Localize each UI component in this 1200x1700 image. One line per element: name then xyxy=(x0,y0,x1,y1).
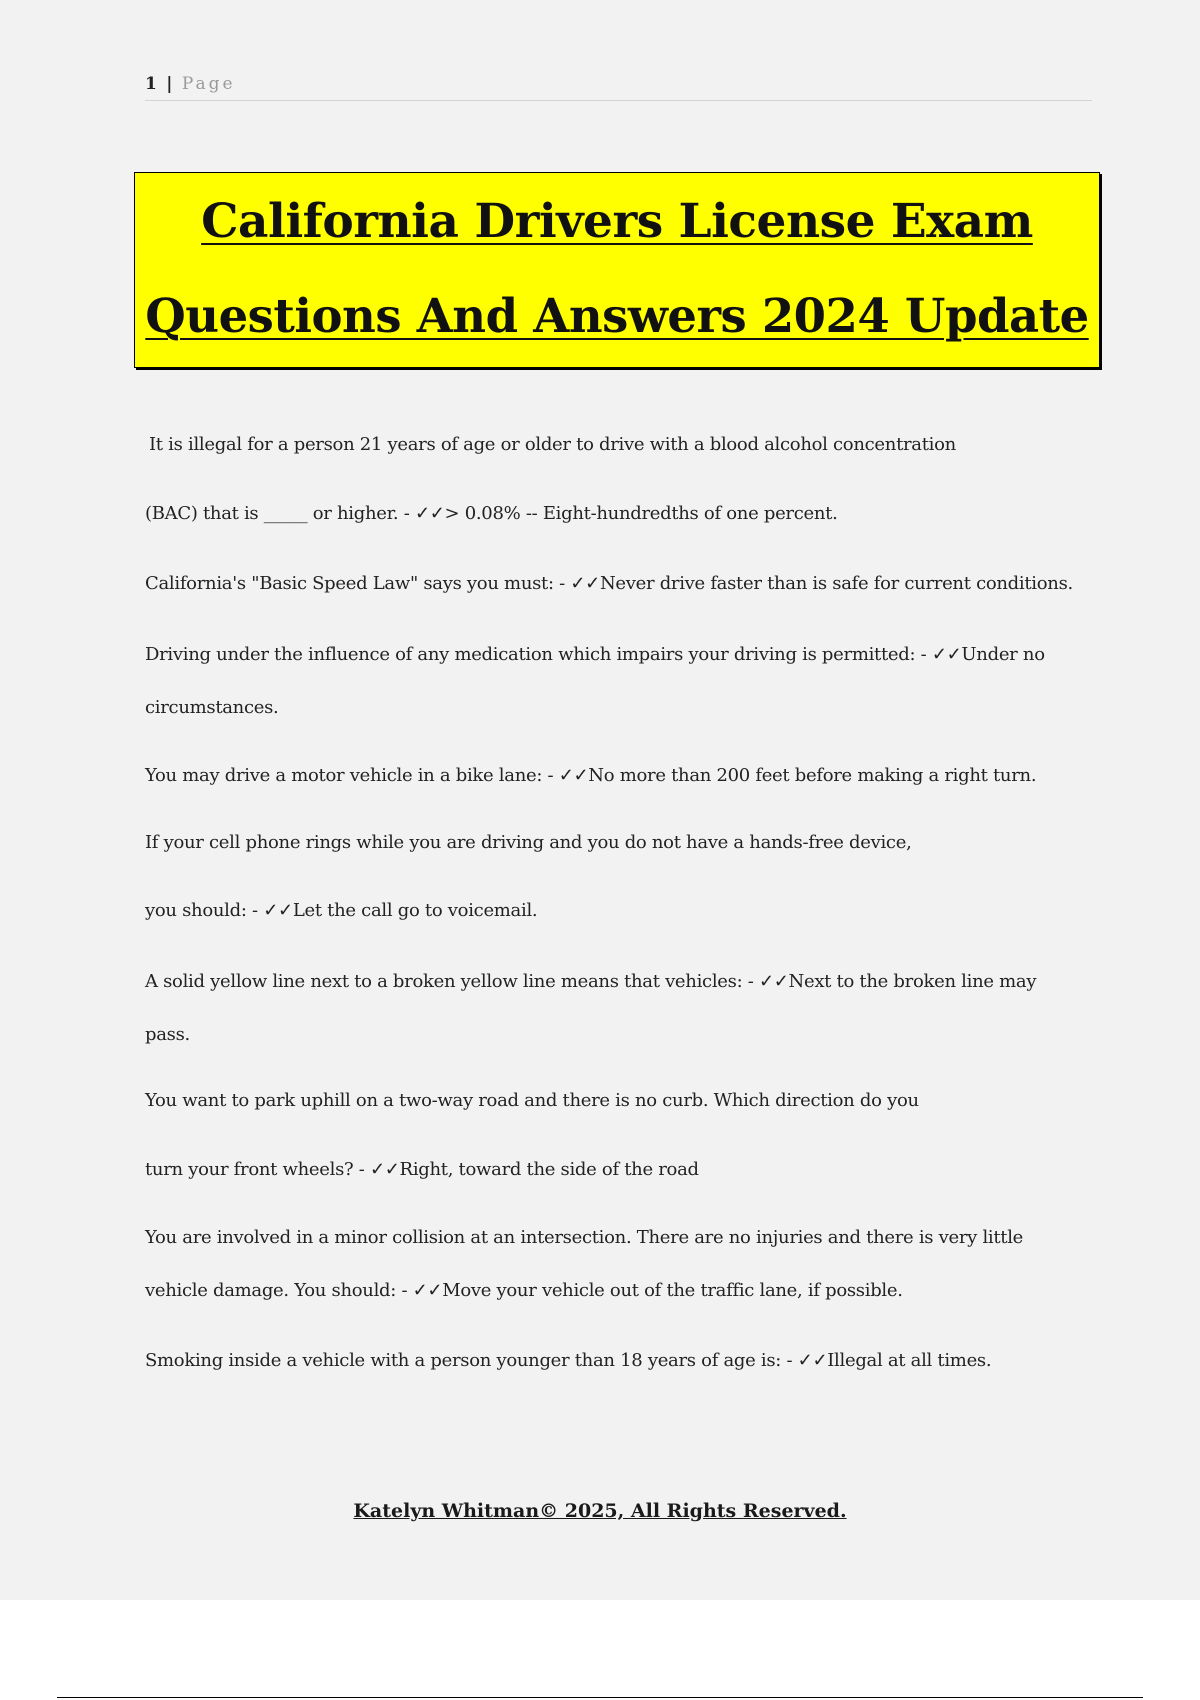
qa-8-line-2: vehicle damage. You should: - ✓✓Move your vehicle out of the traffic lane, if possible. xyxy=(145,1280,903,1301)
page-separator: | xyxy=(166,74,173,94)
page-word: Page xyxy=(181,74,236,94)
qa-2-line-1: California's "Basic Speed Law" says you must: - ✓✓Never drive faster than is safe for current conditions. xyxy=(145,573,1073,594)
qa-5-line-1: If your cell phone rings while you are driving and you do not have a hands-free device, xyxy=(145,832,912,853)
title-banner xyxy=(134,172,1100,368)
qa-1-line-2: (BAC) that is _____ or higher. - ✓✓> 0.08% -- Eight-hundredths of one percent. xyxy=(145,503,838,524)
qa-9-line-1: Smoking inside a vehicle with a person younger than 18 years of age is: - ✓✓Illegal at all times. xyxy=(145,1350,992,1371)
qa-8-line-1: You are involved in a minor collision at an intersection. There are no injuries and there is very little xyxy=(145,1227,1024,1248)
qa-6-line-1: A solid yellow line next to a broken yellow line means that vehicles: - ✓✓Next to the broken line may xyxy=(145,971,1037,992)
page-number: 1 xyxy=(145,74,157,94)
title-line-2: Questions And Answers 2024 Update xyxy=(145,288,1089,343)
qa-3-line-2: circumstances. xyxy=(145,697,279,718)
qa-7-line-2: turn your front wheels? - ✓✓Right, toward the side of the road xyxy=(145,1159,699,1180)
qa-7-line-1: You want to park uphill on a two-way road and there is no curb. Which direction do you xyxy=(145,1090,919,1111)
qa-3-line-1: Driving under the influence of any medication which impairs your driving is permitted: - ✓✓Under no xyxy=(145,644,1045,665)
page-header xyxy=(145,72,1092,101)
title-line-1: California Drivers License Exam xyxy=(201,194,1033,249)
copyright-footer: Katelyn Whitman© 2025, All Rights Reserved. xyxy=(353,1500,847,1522)
qa-6-line-2: pass. xyxy=(145,1024,190,1045)
qa-1-line-1: It is illegal for a person 21 years of age or older to drive with a blood alcohol concentration xyxy=(149,434,956,455)
qa-5-line-2: you should: - ✓✓Let the call go to voicemail. xyxy=(145,900,538,921)
qa-4-line-1: You may drive a motor vehicle in a bike lane: - ✓✓No more than 200 feet before making a right turn. xyxy=(145,765,1037,786)
bottom-divider xyxy=(57,1697,1143,1698)
